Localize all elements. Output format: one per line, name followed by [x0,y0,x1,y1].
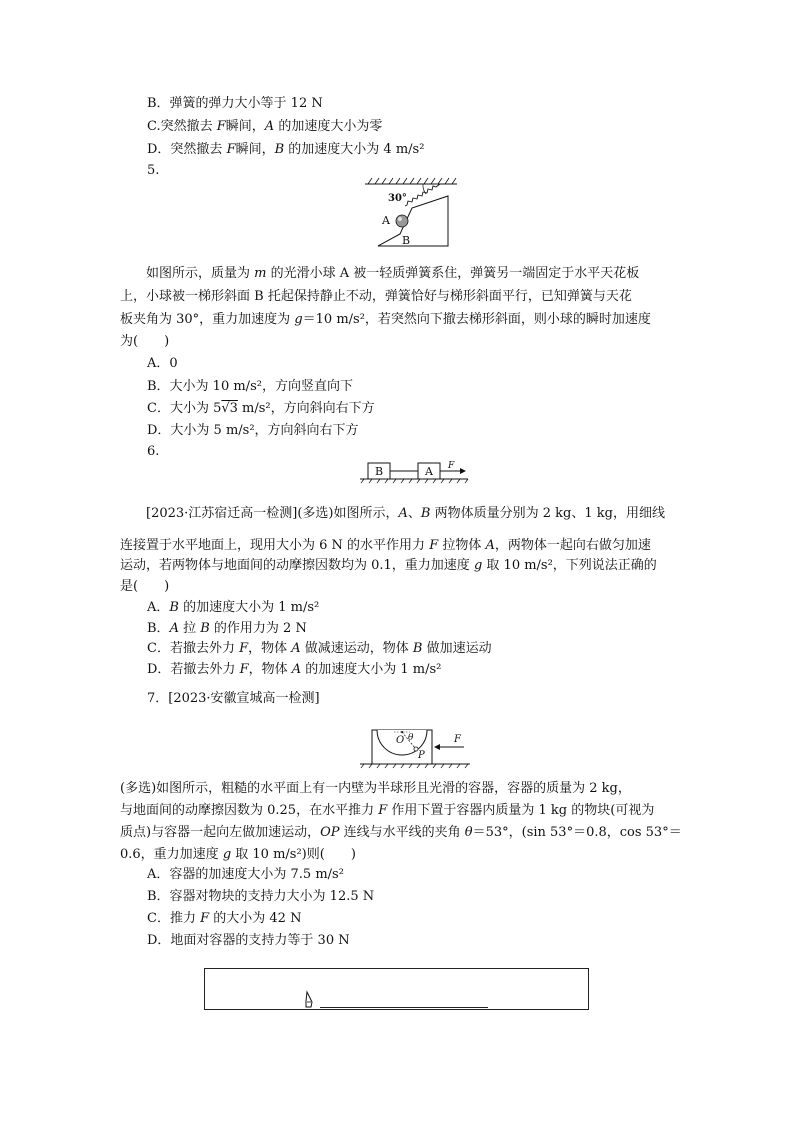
q6-option-c: C．若撤去外力 F，物体 A 做减速运动，物体 B 做加速运动 [147,641,492,656]
q5-number: 5. [147,163,160,178]
label-p: P [418,750,425,761]
label-f: F [448,461,455,471]
q7-option-b: B．容器对物块的支持力大小为 12.5 N [147,889,375,904]
q6-stem-line-1: [2023·江苏宿迁高一检测](多选)如图所示，A、B 两物体质量分别为 2 kg、1 kg，用细线 [146,506,665,521]
q5-stem-line-2: 上，小球被一梯形斜面 B 托起保持静止不动，弹簧恰好与梯形斜面平行，已知弹簧与天花 [120,289,632,304]
label-a: A [382,214,390,227]
label-b: B [402,234,411,247]
answer-underline [320,1007,488,1008]
q5-option-b: B．大小为 10 m/s²，方向竖直向下 [147,379,353,394]
q7-stem-line-3: 质点)与容器一起向左做加速运动，OP 连线与水平线的夹角 θ＝53°，(sin 53°＝0.8，cos 53°＝ [120,825,682,840]
q7-option-a: A．容器的加速度大小为 7.5 m/s² [147,867,344,882]
q5-option-d: D．大小为 5 m/s²，方向斜向右下方 [147,423,359,438]
ceiling-hatch [368,178,456,184]
q7-option-d: D．地面对容器的支持力等于 30 N [147,933,350,948]
q7-stem-line-4: 0.6，重力加速度 g 取 10 m/s²)则( ) [120,847,356,862]
label-o: O [396,735,405,746]
pen-cursor-icon [303,990,315,1010]
label-theta: θ [408,733,414,743]
q6-stem-line-3: 运动，若两物体与地面间的动摩擦因数均为 0.1，重力加速度 g 取 10 m/s²，下列说法正确的 [120,558,657,573]
q5-option-c: C．大小为 5√3 m/s²，方向斜向右下方 [147,401,375,416]
q5-figure-spring-ball-incline [360,176,460,256]
ball-a [396,215,408,227]
label-b: B [375,465,384,478]
q6-number: 6. [147,444,160,459]
q7-stem-line-2: 与地面间的动摩擦因数为 0.25，在水平推力 F 作用下置于容器内质量为 1 kg 的物块(可视为 [120,803,655,818]
q6-option-b: B．A 拉 B 的作用力为 2 N [147,621,307,636]
q4-option-c: C.突然撤去 F瞬间，A 的加速度大小为零 [147,119,383,134]
q5-option-a: A．0 [147,356,178,371]
q6-option-d: D．若撤去外力 F，物体 A 的加速度大小为 1 m/s² [147,662,442,677]
angle-label: 30° [388,193,407,204]
label-f: F [454,734,461,745]
q7-option-c: C．推力 F 的大小为 42 N [147,911,302,926]
q6-stem-line-2: 连接置于水平地面上，现用大小为 6 N 的水平作用力 F 拉物体 A，两物体一起向右做匀加速 [120,538,651,553]
q7-stem-line-1: (多选)如图所示，粗糙的水平面上有一内壁为半球形且光滑的容器，容器的质量为 2 kg， [120,781,631,796]
q5-stem-line-1: 如图所示，质量为 m 的光滑小球 A 被一轻质弹簧系住，弹簧另一端固定于水平天花板 [146,266,640,281]
q6-stem-line-4: 是( ) [120,579,170,594]
q7-figure-hemispherical-container [360,728,472,768]
q6-figure-blocks [360,459,470,483]
label-a: A [425,465,433,478]
q4-option-d: D．突然撤去 F瞬间，B 的加速度大小为 4 m/s² [147,142,425,157]
q4-option-b: B．弹簧的弹力大小等于 12 N [147,96,323,111]
q6-option-a: A．B 的加速度大小为 1 m/s² [147,600,320,615]
answer-box[interactable] [204,968,589,1010]
q7-header: 7．[2023·安徽宣城高一检测] [147,691,320,706]
q5-stem-line-4: 为( ) [120,334,170,349]
q5-stem-line-3: 板夹角为 30°，重力加速度为 g＝10 m/s²，若突然向下撤去梯形斜面，则小球的瞬时加速度 [120,312,651,327]
